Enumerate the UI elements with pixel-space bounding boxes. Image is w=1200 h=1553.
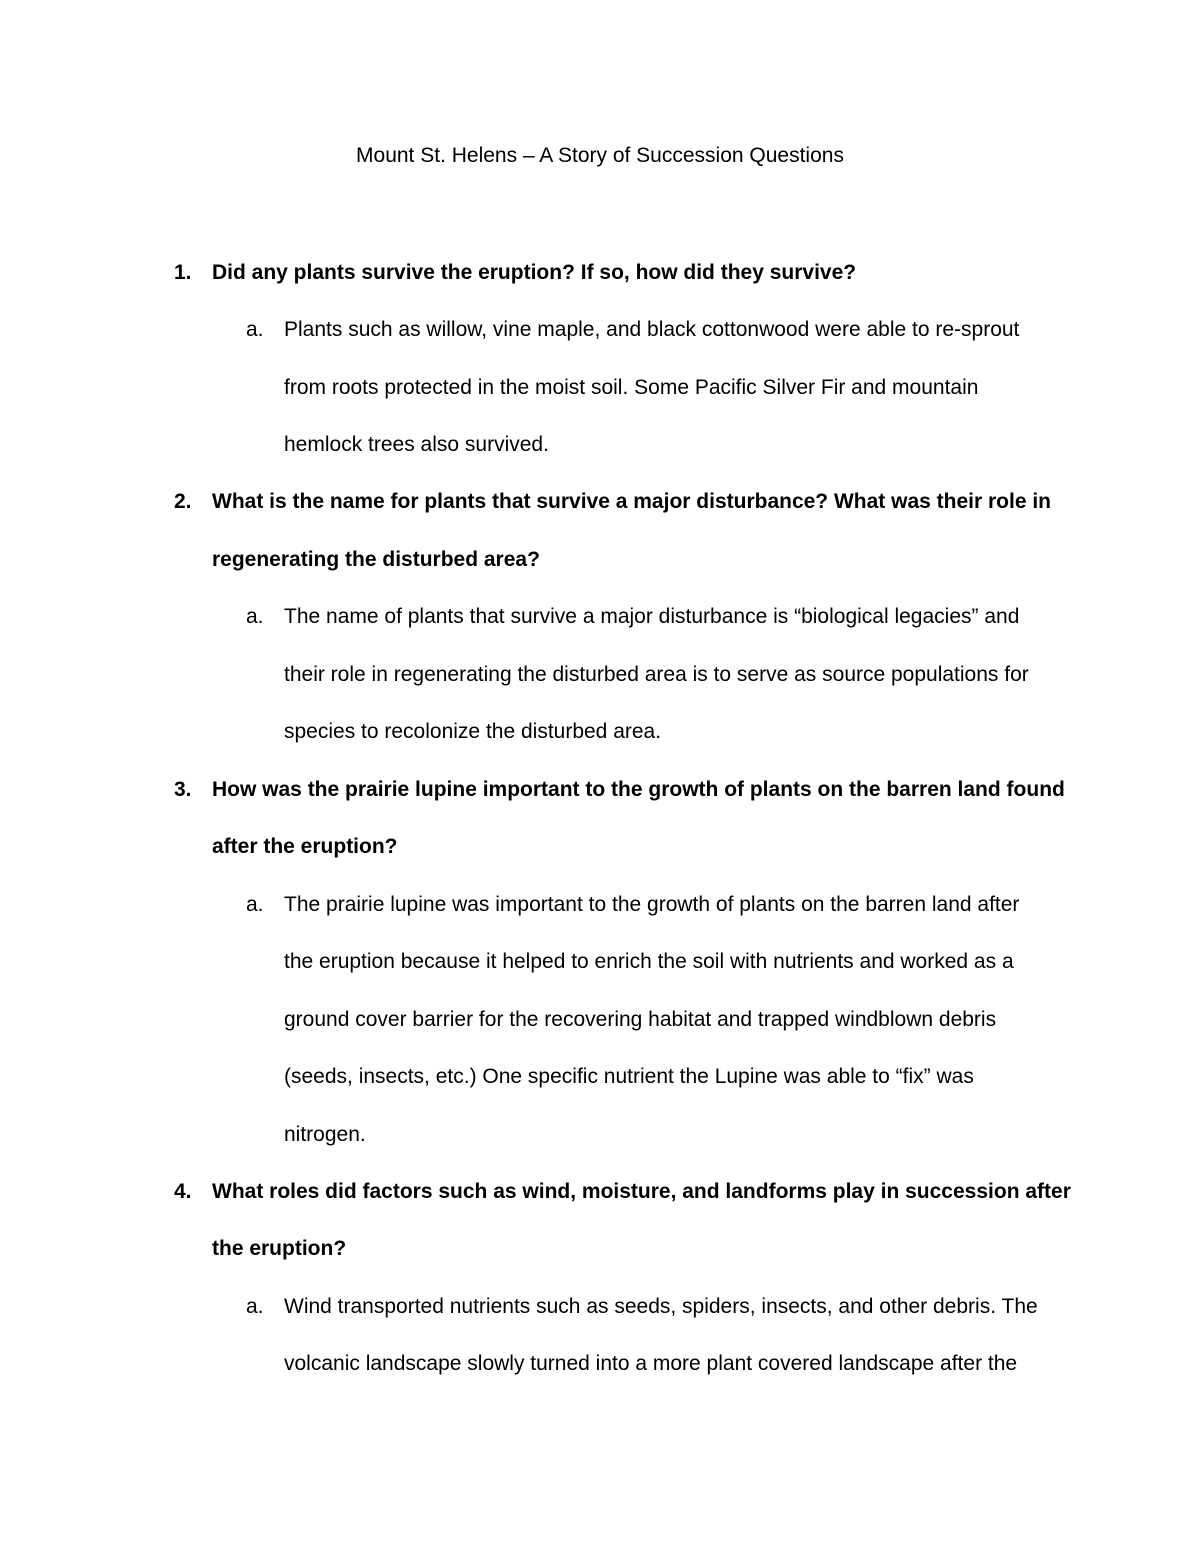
answer-text-line: nitrogen. [284, 1123, 366, 1146]
question-text-line: How was the prairie lupine important to the growth of plants on the barren land found [212, 778, 1065, 801]
answer-letter: a. [246, 605, 264, 628]
answer-text-line: Wind transported nutrients such as seeds, spiders, insects, and other debris. The [284, 1295, 1038, 1318]
answer-text-line: hemlock trees also survived. [284, 433, 549, 456]
answer-text-line: from roots protected in the moist soil. Some Pacific Silver Fir and mountain [284, 376, 979, 399]
question-number: 4. [174, 1180, 192, 1203]
answer-text-line: species to recolonize the disturbed area. [284, 720, 662, 743]
question-text-line: Did any plants survive the eruption? If so, how did they survive? [212, 261, 857, 284]
answer-text-line: Plants such as willow, vine maple, and black cottonwood were able to re-sprout [284, 318, 1020, 341]
question-text-line: What roles did factors such as wind, moisture, and landforms play in succession after [212, 1180, 1071, 1203]
answer-text-line: (seeds, insects, etc.) One specific nutrient the Lupine was able to “fix” was [284, 1065, 974, 1088]
document-title: Mount St. Helens – A Story of Succession Questions [356, 144, 844, 167]
question-text-line: regenerating the disturbed area? [212, 548, 540, 571]
answer-text-line: their role in regenerating the disturbed area is to serve as source populations for [284, 663, 1029, 686]
answer-text-line: the eruption because it helped to enrich the soil with nutrients and worked as a [284, 950, 1014, 973]
question-number: 1. [174, 261, 192, 284]
question-text-line: the eruption? [212, 1237, 347, 1260]
answer-text-line: volcanic landscape slowly turned into a more plant covered landscape after the [284, 1352, 1018, 1375]
answer-letter: a. [246, 318, 264, 341]
answer-letter: a. [246, 1295, 264, 1318]
answer-text-line: The name of plants that survive a major disturbance is “biological legacies” and [284, 605, 1020, 628]
answer-text-line: ground cover barrier for the recovering habitat and trapped windblown debris [284, 1008, 997, 1031]
question-number: 2. [174, 490, 192, 513]
answer-text-line: The prairie lupine was important to the growth of plants on the barren land after [284, 893, 1020, 916]
answer-letter: a. [246, 893, 264, 916]
question-text-line: What is the name for plants that survive a major disturbance? What was their role in [212, 490, 1052, 513]
question-text-line: after the eruption? [212, 835, 398, 858]
question-number: 3. [174, 778, 192, 801]
